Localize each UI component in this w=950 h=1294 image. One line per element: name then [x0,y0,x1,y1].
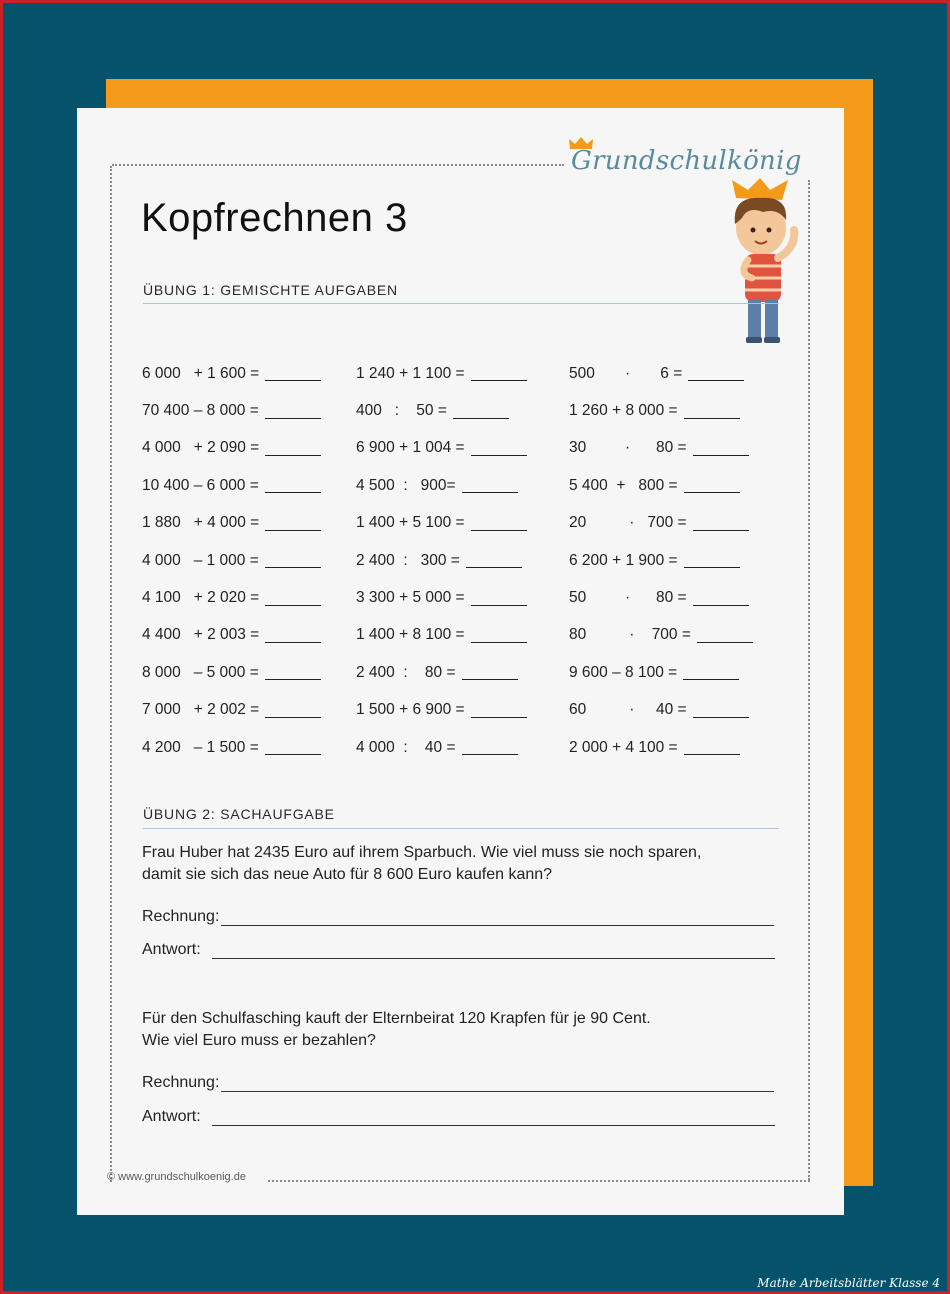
math-task [569,617,753,654]
math-task [569,430,753,467]
answer-blank[interactable] [683,665,739,680]
task-expression: 1 260 + 8 000 = [569,402,678,420]
math-task [569,542,753,579]
task-expression: 1 400 + 8 100 = [356,626,465,644]
answer-blank[interactable] [471,366,527,381]
answer-blank[interactable] [462,665,518,680]
answer-blank[interactable] [471,628,527,643]
answer-blank[interactable] [265,366,321,381]
word-problem-2 [142,1008,651,1052]
math-task [142,467,321,504]
math-task [142,392,321,429]
answer-blank[interactable] [471,441,527,456]
dotted-border-bottom [268,1180,810,1182]
answer-line[interactable] [212,1125,775,1126]
task-expression: 2 400 : 80 = [356,663,456,681]
brand-logo: Grundschulkönig [571,146,802,176]
math-task [356,729,527,766]
answer-label: Antwort: [142,1108,201,1125]
math-task [569,467,753,504]
answer-blank[interactable] [265,553,321,568]
answer-blank[interactable] [462,740,518,755]
task-expression: 2 000 + 4 100 = [569,738,678,756]
calculation-label: Rechnung: [142,1074,220,1091]
answer-blank[interactable] [265,740,321,755]
exercise1-heading: ÜBUNG 1: GEMISCHTE AUFGABEN [143,282,398,298]
math-task [569,355,753,392]
math-task [142,430,321,467]
math-task [142,505,321,542]
problem-text-line: Für den Schulfasching kauft der Elternbeirat 120 Krapfen für je 90 Cent. [142,1010,651,1027]
answer-blank[interactable] [471,703,527,718]
task-expression: 70 400 – 8 000 = [142,402,259,420]
task-expression: 4 100 + 2 020 = [142,589,260,607]
math-task [356,542,527,579]
math-task [142,542,321,579]
task-expression: 500 · 6 = [569,364,683,382]
task-expression: 8 000 – 5 000 = [142,663,259,681]
answer-blank[interactable] [471,516,527,531]
math-task [142,579,321,616]
exercise1-column-3 [569,355,753,766]
task-expression: 2 400 : 300 = [356,551,460,569]
math-task [569,654,753,691]
math-task [356,467,527,504]
task-expression: 1 400 + 5 100 = [356,514,465,532]
task-expression: 4 000 + 2 090 = [142,439,260,457]
problem-text-line: Wie viel Euro muss er bezahlen? [142,1032,376,1049]
dotted-border-top [112,164,564,166]
answer-blank[interactable] [265,665,321,680]
answer-blank[interactable] [265,703,321,718]
math-task [356,430,527,467]
answer-blank[interactable] [688,366,744,381]
answer-blank[interactable] [265,628,321,643]
math-task [356,692,527,729]
answer-blank[interactable] [684,740,740,755]
answer-label: Antwort: [142,941,201,958]
answer-blank[interactable] [693,703,749,718]
answer-line[interactable] [212,958,775,959]
task-expression: 9 600 – 8 100 = [569,663,678,681]
answer-blank[interactable] [462,478,518,493]
task-expression: 50 · 80 = [569,589,687,607]
task-expression: 5 400 + 800 = [569,476,678,494]
task-expression: 1 880 + 4 000 = [142,514,260,532]
dotted-border-right [808,180,810,1180]
task-expression: 400 : 50 = [356,402,447,420]
math-task [142,355,321,392]
answer-blank[interactable] [684,478,740,493]
task-expression: 4 500 : 900= [356,476,456,494]
math-task [142,617,321,654]
answer-blank[interactable] [684,404,740,419]
task-expression: 6 200 + 1 900 = [569,551,678,569]
math-task [569,505,753,542]
task-expression: 60 · 40 = [569,701,687,719]
exercise1-column-2 [356,355,527,766]
math-task [356,355,527,392]
answer-blank[interactable] [693,441,749,456]
page-title: Kopfrechnen 3 [141,196,408,240]
answer-blank[interactable] [466,553,522,568]
task-expression: 4 400 + 2 003 = [142,626,260,644]
word-problem-1 [142,842,701,886]
exercise2-heading: ÜBUNG 2: SACHAUFGABE [143,806,335,822]
task-expression: 30 · 80 = [569,439,687,457]
boy-mascot-illustration [718,178,808,344]
exercise1-divider [143,303,779,304]
math-task [356,654,527,691]
problem-text-line: Frau Huber hat 2435 Euro auf ihrem Sparbuch. Wie viel muss sie noch sparen, [142,844,702,861]
answer-blank[interactable] [453,404,509,419]
math-task [356,392,527,429]
calculation-label: Rechnung: [142,908,220,925]
image-caption: Mathe Arbeitsblätter Klasse 4 [757,1276,940,1290]
footer-website: © www.grundschulkoenig.de [107,1171,246,1183]
answer-blank[interactable] [693,516,749,531]
answer-blank[interactable] [265,516,321,531]
task-expression: 6 900 + 1 004 = [356,439,465,457]
math-task [569,692,753,729]
task-expression: 7 000 + 2 002 = [142,701,260,719]
answer-blank[interactable] [265,404,321,419]
math-task [569,729,753,766]
task-expression: 4 000 – 1 000 = [142,551,259,569]
calculation-line[interactable] [221,925,774,926]
problem-text-line: damit sie sich das neue Auto für 8 600 Euro kaufen kann? [142,866,553,883]
exercise1-column-1 [142,355,321,766]
task-expression: 6 000 + 1 600 = [142,364,260,382]
answer-blank[interactable] [265,478,321,493]
answer-blank[interactable] [697,628,753,643]
dotted-border-left [110,166,112,1182]
answer-blank[interactable] [693,591,749,606]
math-task [142,692,321,729]
math-task [569,392,753,429]
answer-blank[interactable] [265,441,321,456]
task-expression: 80 · 700 = [569,626,691,644]
math-task [356,505,527,542]
task-expression: 3 300 + 5 000 = [356,589,465,607]
task-expression: 4 200 – 1 500 = [142,738,259,756]
math-task [142,654,321,691]
calculation-line[interactable] [221,1091,774,1092]
answer-blank[interactable] [684,553,740,568]
answer-blank[interactable] [265,591,321,606]
exercise2-divider [143,828,779,829]
task-expression: 1 240 + 1 100 = [356,364,465,382]
task-expression: 10 400 – 6 000 = [142,476,259,494]
math-task [356,617,527,654]
math-task [356,579,527,616]
task-expression: 20 · 700 = [569,514,687,532]
math-task [142,729,321,766]
answer-blank[interactable] [471,591,527,606]
task-expression: 4 000 : 40 = [356,738,456,756]
math-task [569,579,753,616]
task-expression: 1 500 + 6 900 = [356,701,465,719]
